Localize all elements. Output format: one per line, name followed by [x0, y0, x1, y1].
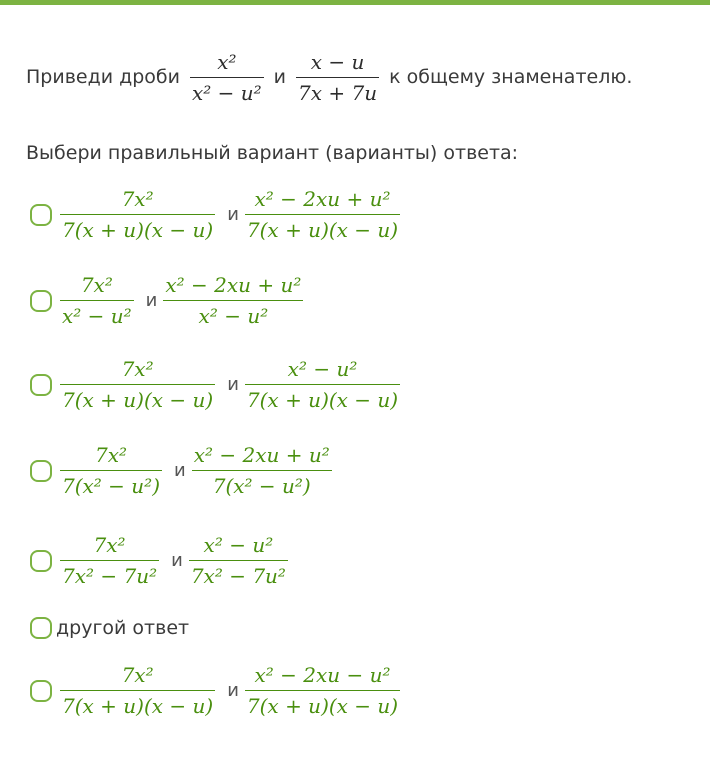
answer-option-6[interactable] [30, 617, 189, 639]
fraction-bar [60, 300, 134, 301]
fraction-denominator: 7(x + u)(x − u) [62, 388, 214, 412]
radio-button-icon[interactable] [30, 550, 52, 572]
question-fraction-1 [190, 49, 264, 106]
fraction-bar [245, 214, 400, 215]
fraction-numerator: x² − 2xu + u² [254, 187, 391, 211]
fraction-numerator: x − u [310, 49, 365, 74]
fraction-denominator: 7(x + u)(x − u) [62, 218, 214, 242]
top-accent-bar [0, 0, 710, 5]
fraction-bar [192, 470, 332, 471]
fraction-bar [245, 690, 400, 691]
fraction-numerator: x² − 2xu − u² [254, 663, 391, 687]
option-conjunction: и [171, 550, 183, 571]
option-left-fraction [60, 442, 162, 499]
fraction-denominator: 7x + 7u [298, 80, 378, 105]
question-fraction-2 [296, 49, 379, 106]
option-conjunction: и [227, 680, 239, 701]
fraction-bar [60, 560, 159, 561]
fraction-numerator: x² [217, 49, 237, 74]
fraction-bar [245, 384, 400, 385]
radio-button-icon[interactable] [30, 617, 52, 639]
radio-button-icon[interactable] [30, 680, 52, 702]
fraction-numerator: x² − 2xu + u² [193, 443, 330, 467]
answer-option-3[interactable] [30, 356, 400, 413]
fraction-bar [296, 77, 379, 78]
fraction-denominator: x² − u² [192, 80, 262, 105]
fraction-denominator: 7(x + u)(x − u) [62, 694, 214, 718]
answer-option-2[interactable] [30, 272, 303, 329]
option-conjunction: и [145, 290, 158, 311]
fraction-bar [60, 470, 162, 471]
radio-button-icon[interactable] [30, 290, 52, 312]
answer-option-1[interactable] [30, 186, 400, 243]
fraction-numerator: 7x² [121, 357, 154, 381]
fraction-bar [60, 214, 215, 215]
option-conjunction: и [174, 460, 186, 481]
fraction-numerator: x² − u² [287, 357, 358, 381]
radio-button-icon[interactable] [30, 374, 52, 396]
option-text: другой ответ [56, 617, 190, 639]
fraction-numerator: 7x² [121, 187, 154, 211]
fraction-bar [189, 560, 288, 561]
question-text [26, 40, 638, 114]
fraction-numerator: x² − u² [203, 533, 274, 557]
question-prefix: Приведи дроби [26, 66, 180, 88]
fraction-numerator: 7x² [94, 443, 128, 467]
fraction-denominator: 7(x + u)(x − u) [246, 388, 399, 412]
fraction-denominator: 7x² − 7u² [62, 564, 158, 588]
fraction-denominator: x² − u² [62, 304, 132, 328]
answer-option-7[interactable] [30, 662, 400, 719]
option-conjunction: и [227, 204, 239, 225]
fraction-bar [60, 384, 215, 385]
option-right-fraction [245, 186, 400, 243]
option-left-fraction [60, 186, 215, 243]
option-right-fraction [192, 442, 332, 499]
fraction-denominator: 7x² − 7u² [190, 564, 286, 588]
fraction-denominator: 7(x² − u²) [62, 474, 160, 498]
option-right-fraction [245, 662, 400, 719]
answer-option-5[interactable] [30, 532, 288, 589]
fraction-numerator: 7x² [80, 273, 113, 297]
fraction-denominator: x² − u² [198, 304, 269, 328]
option-left-fraction [60, 662, 215, 719]
option-conjunction: и [227, 374, 239, 395]
fraction-numerator: 7x² [93, 533, 126, 557]
fraction-denominator: 7(x² − u²) [212, 474, 311, 498]
fraction-denominator: 7(x + u)(x − u) [246, 694, 399, 718]
question-and: и [273, 66, 287, 88]
fraction-bar [60, 690, 215, 691]
option-right-fraction [245, 356, 400, 413]
question-suffix: к общему знаменателю. [389, 66, 633, 88]
option-right-fraction [163, 272, 303, 329]
fraction-bar [163, 300, 303, 301]
fraction-bar [190, 77, 264, 78]
radio-button-icon[interactable] [30, 204, 52, 226]
option-left-fraction [60, 272, 134, 329]
option-left-fraction [60, 356, 215, 413]
radio-button-icon[interactable] [30, 460, 52, 482]
option-left-fraction [60, 532, 159, 589]
answer-option-4[interactable] [30, 442, 332, 499]
option-right-fraction [189, 532, 288, 589]
fraction-numerator: x² − 2xu + u² [165, 273, 302, 297]
instruction-text: Выбери правильный вариант (варианты) ответа: [26, 142, 519, 164]
fraction-denominator: 7(x + u)(x − u) [246, 218, 399, 242]
fraction-numerator: 7x² [121, 663, 154, 687]
